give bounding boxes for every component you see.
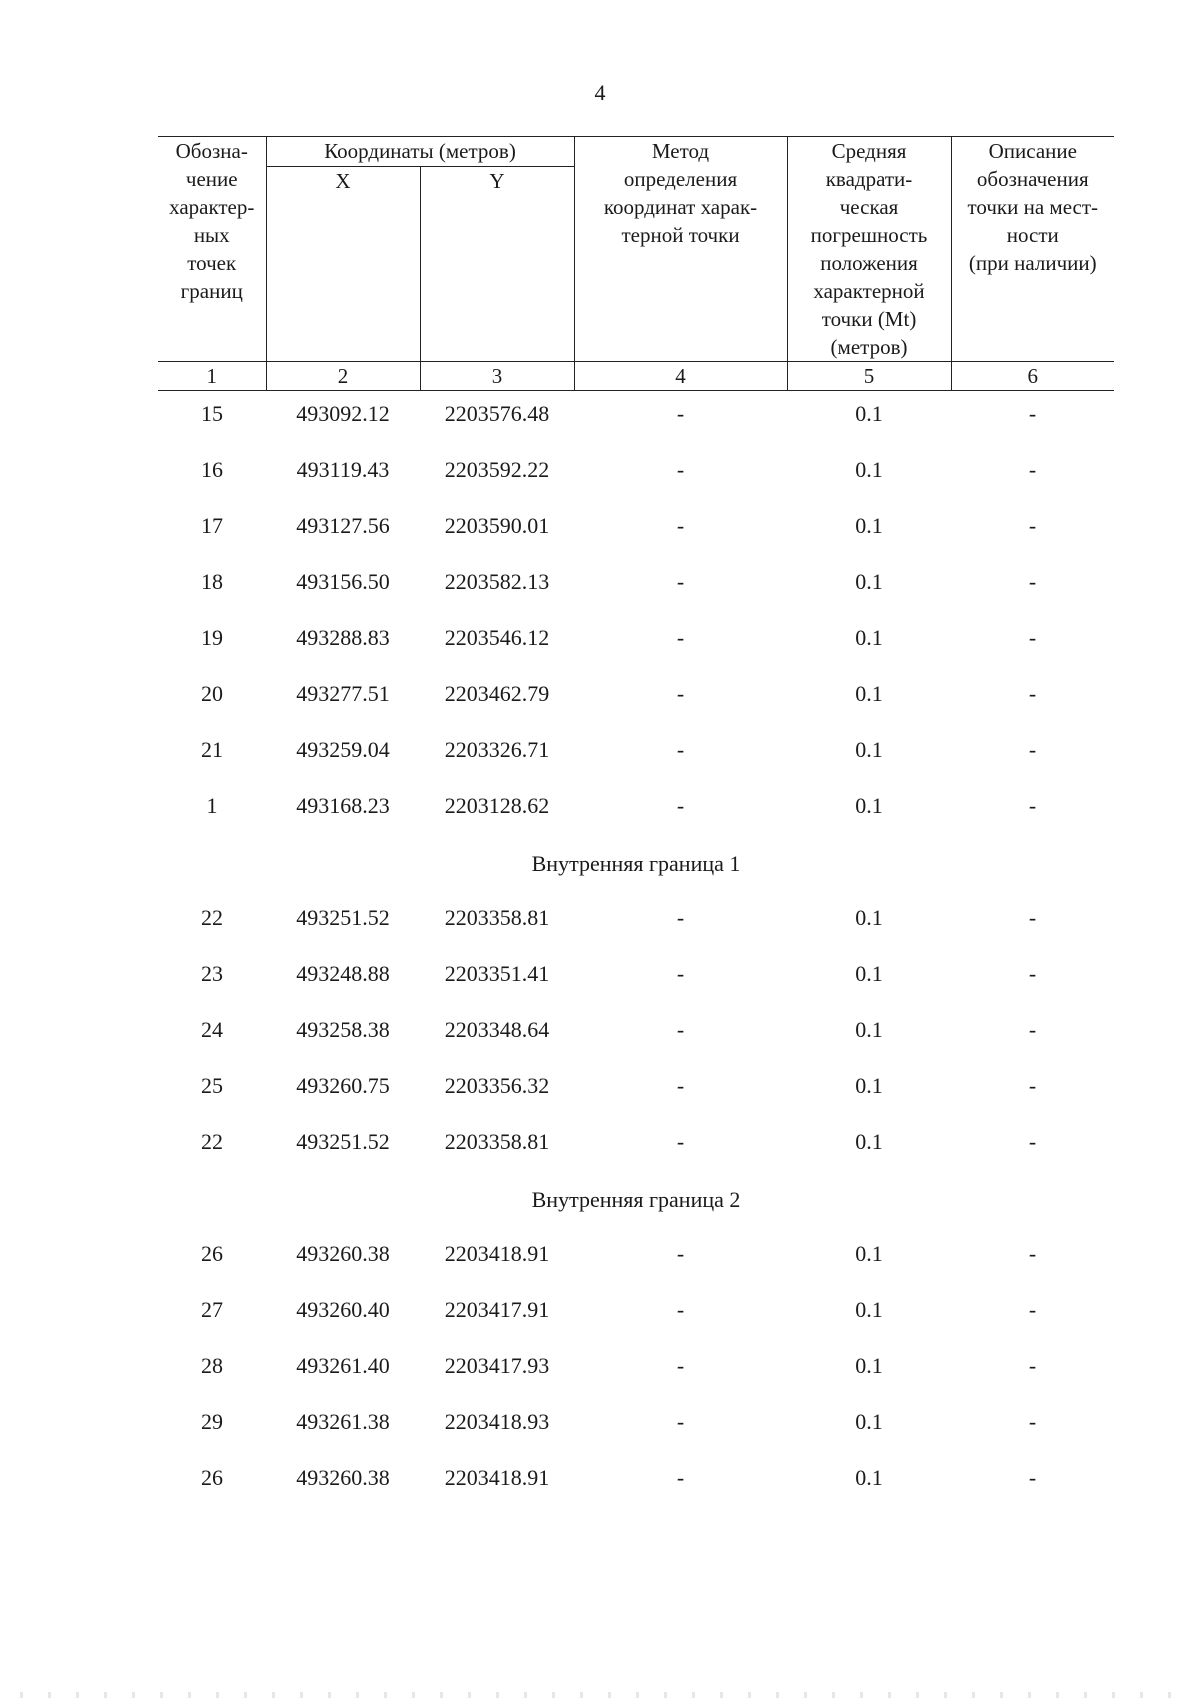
cell-method: - <box>676 1016 685 1042</box>
cell-y: 2203576.48 <box>444 401 550 426</box>
column-number: 4 <box>574 362 787 391</box>
cell-method: - <box>676 512 685 538</box>
table-row <box>158 1287 1114 1343</box>
table-row <box>158 951 1114 1007</box>
table-row <box>158 1063 1114 1119</box>
table-row <box>158 727 1114 783</box>
cell-method: - <box>676 792 685 818</box>
cell-error: 0.1 <box>855 1128 883 1154</box>
cell-point: 21 <box>201 736 223 762</box>
cell-method: - <box>676 1296 685 1322</box>
cell-description: - <box>1028 624 1037 650</box>
cell-error: 0.1 <box>855 792 883 818</box>
cell-point: 16 <box>201 456 223 482</box>
coordinates-table <box>158 136 1114 1511</box>
column-number: 3 <box>420 362 574 391</box>
cell-description: - <box>1028 736 1037 762</box>
cell-x: 493260.38 <box>296 1464 390 1490</box>
cell-description: - <box>1028 960 1037 986</box>
table-row <box>158 615 1114 671</box>
cell-y: 2203417.93 <box>444 1352 550 1378</box>
cell-description: - <box>1028 1128 1037 1154</box>
cell-y: 2203582.13 <box>444 568 550 594</box>
table-body <box>158 391 1114 1511</box>
cell-description: - <box>1028 1352 1037 1378</box>
cell-y: 2203356.32 <box>444 1072 550 1098</box>
table-row <box>158 1007 1114 1063</box>
table-row <box>158 559 1114 615</box>
header-coordinates: Координаты (метров) <box>266 137 574 167</box>
cell-x: 493260.38 <box>296 1240 390 1266</box>
header-method: Метод определения координат харак- терной точки <box>574 137 787 362</box>
cell-x: 493251.52 <box>296 1128 390 1154</box>
cell-x: 493288.83 <box>296 624 390 650</box>
cell-point: 22 <box>201 904 223 930</box>
cell-description: - <box>1028 568 1037 594</box>
cell-point: 24 <box>201 1016 223 1042</box>
cell-error: 0.1 <box>855 1240 883 1266</box>
cell-method: - <box>676 1240 685 1266</box>
cell-description: - <box>1028 1240 1037 1266</box>
cell-point: 26 <box>201 1464 223 1490</box>
cell-error: 0.1 <box>855 1352 883 1378</box>
table-row <box>158 1119 1114 1175</box>
table-row <box>158 447 1114 503</box>
cell-method: - <box>676 680 685 706</box>
column-number: 6 <box>951 362 1114 391</box>
cell-point: 26 <box>201 1240 223 1266</box>
header-y: Y <box>420 166 574 361</box>
cell-description: - <box>1028 512 1037 538</box>
cell-y: 2203326.71 <box>444 736 550 762</box>
cell-description: - <box>1028 680 1037 706</box>
cell-error: 0.1 <box>855 1408 883 1434</box>
cell-x: 493259.04 <box>296 736 390 762</box>
cell-method: - <box>676 1072 685 1098</box>
cell-error: 0.1 <box>855 680 883 706</box>
cell-description: - <box>1028 1072 1037 1098</box>
header-mean-square-error: Средняя квадрати- ческая погрешность положения характерной точки (Mt) (метров) <box>787 137 951 362</box>
cell-method: - <box>676 456 685 482</box>
cell-method: - <box>676 401 685 426</box>
cell-description: - <box>1028 401 1037 426</box>
header-point-designation: Обозна- чение характер- ных точек границ <box>158 137 266 362</box>
cell-y: 2203358.81 <box>444 1128 550 1154</box>
header-x: X <box>266 166 420 361</box>
cell-point: 17 <box>201 512 223 538</box>
cell-point: 28 <box>201 1352 223 1378</box>
cell-y: 2203590.01 <box>444 512 550 538</box>
cell-x: 493092.12 <box>296 401 390 426</box>
cell-point: 19 <box>201 624 223 650</box>
table-row <box>158 671 1114 727</box>
cell-error: 0.1 <box>855 736 883 762</box>
cell-error: 0.1 <box>855 904 883 930</box>
cell-error: 0.1 <box>855 1464 883 1490</box>
cell-method: - <box>676 904 685 930</box>
cell-method: - <box>676 1464 685 1490</box>
cell-x: 493258.38 <box>296 1016 390 1042</box>
cell-method: - <box>676 624 685 650</box>
table-row <box>158 391 1114 447</box>
cell-y: 2203592.22 <box>444 456 550 482</box>
header-description: Описание обозначения точки на мест- ности (при наличии) <box>951 137 1114 362</box>
cell-point: 29 <box>201 1408 223 1434</box>
cell-point: 18 <box>201 568 223 594</box>
cell-y: 2203358.81 <box>444 904 550 930</box>
cell-error: 0.1 <box>855 401 883 426</box>
cell-x: 493156.50 <box>296 568 390 594</box>
section-heading: Внутренняя граница 2 <box>531 1186 741 1212</box>
page-number: 4 <box>594 80 606 105</box>
cell-method: - <box>676 1128 685 1154</box>
section-heading: Внутренняя граница 1 <box>531 850 741 876</box>
cell-error: 0.1 <box>855 624 883 650</box>
column-number-row <box>158 362 1114 391</box>
cell-y: 2203418.91 <box>444 1464 550 1490</box>
cell-point: 15 <box>201 401 223 426</box>
cell-y: 2203462.79 <box>444 680 550 706</box>
cell-error: 0.1 <box>855 568 883 594</box>
cell-x: 493248.88 <box>296 960 390 986</box>
cell-method: - <box>676 1408 685 1434</box>
cell-method: - <box>676 736 685 762</box>
cell-x: 493260.40 <box>296 1296 390 1322</box>
cell-x: 493168.23 <box>296 792 390 818</box>
cell-error: 0.1 <box>855 960 883 986</box>
cell-x: 493119.43 <box>296 456 390 482</box>
cell-description: - <box>1028 1408 1037 1434</box>
cell-point: 1 <box>206 792 218 818</box>
cell-x: 493261.38 <box>296 1408 390 1434</box>
cell-y: 2203417.91 <box>444 1296 550 1322</box>
cell-description: - <box>1028 904 1037 930</box>
cell-y: 2203348.64 <box>444 1016 550 1042</box>
cell-method: - <box>676 1352 685 1378</box>
cell-error: 0.1 <box>855 1016 883 1042</box>
cell-point: 25 <box>201 1072 223 1098</box>
cell-x: 493261.40 <box>296 1352 390 1378</box>
cell-description: - <box>1028 1016 1037 1042</box>
cell-method: - <box>676 568 685 594</box>
table-row <box>158 1455 1114 1511</box>
section-heading-row <box>158 1175 1114 1231</box>
scan-artifact-strip <box>20 1692 1180 1698</box>
table-row <box>158 1343 1114 1399</box>
table-row <box>158 503 1114 559</box>
cell-y: 2203128.62 <box>444 792 550 818</box>
cell-x: 493277.51 <box>296 680 390 706</box>
column-number: 5 <box>787 362 951 391</box>
cell-x: 493251.52 <box>296 904 390 930</box>
cell-y: 2203351.41 <box>444 960 550 986</box>
cell-description: - <box>1028 456 1037 482</box>
column-number: 2 <box>266 362 420 391</box>
cell-error: 0.1 <box>855 456 883 482</box>
cell-point: 22 <box>201 1128 223 1154</box>
cell-method: - <box>676 960 685 986</box>
section-heading-row <box>158 839 1114 895</box>
cell-description: - <box>1028 1464 1037 1490</box>
cell-x: 493260.75 <box>296 1072 390 1098</box>
table-row <box>158 783 1114 839</box>
cell-error: 0.1 <box>855 1296 883 1322</box>
table-row <box>158 895 1114 951</box>
cell-error: 0.1 <box>855 512 883 538</box>
cell-point: 20 <box>201 680 223 706</box>
column-number: 1 <box>158 362 266 391</box>
cell-x: 493127.56 <box>296 512 390 538</box>
cell-point: 27 <box>201 1296 223 1322</box>
cell-error: 0.1 <box>855 1072 883 1098</box>
table-row <box>158 1231 1114 1287</box>
table-row <box>158 1399 1114 1455</box>
cell-y: 2203418.93 <box>444 1408 550 1434</box>
cell-y: 2203418.91 <box>444 1240 550 1266</box>
cell-y: 2203546.12 <box>444 624 550 650</box>
cell-description: - <box>1028 792 1037 818</box>
cell-description: - <box>1028 1296 1037 1322</box>
cell-point: 23 <box>201 960 223 986</box>
